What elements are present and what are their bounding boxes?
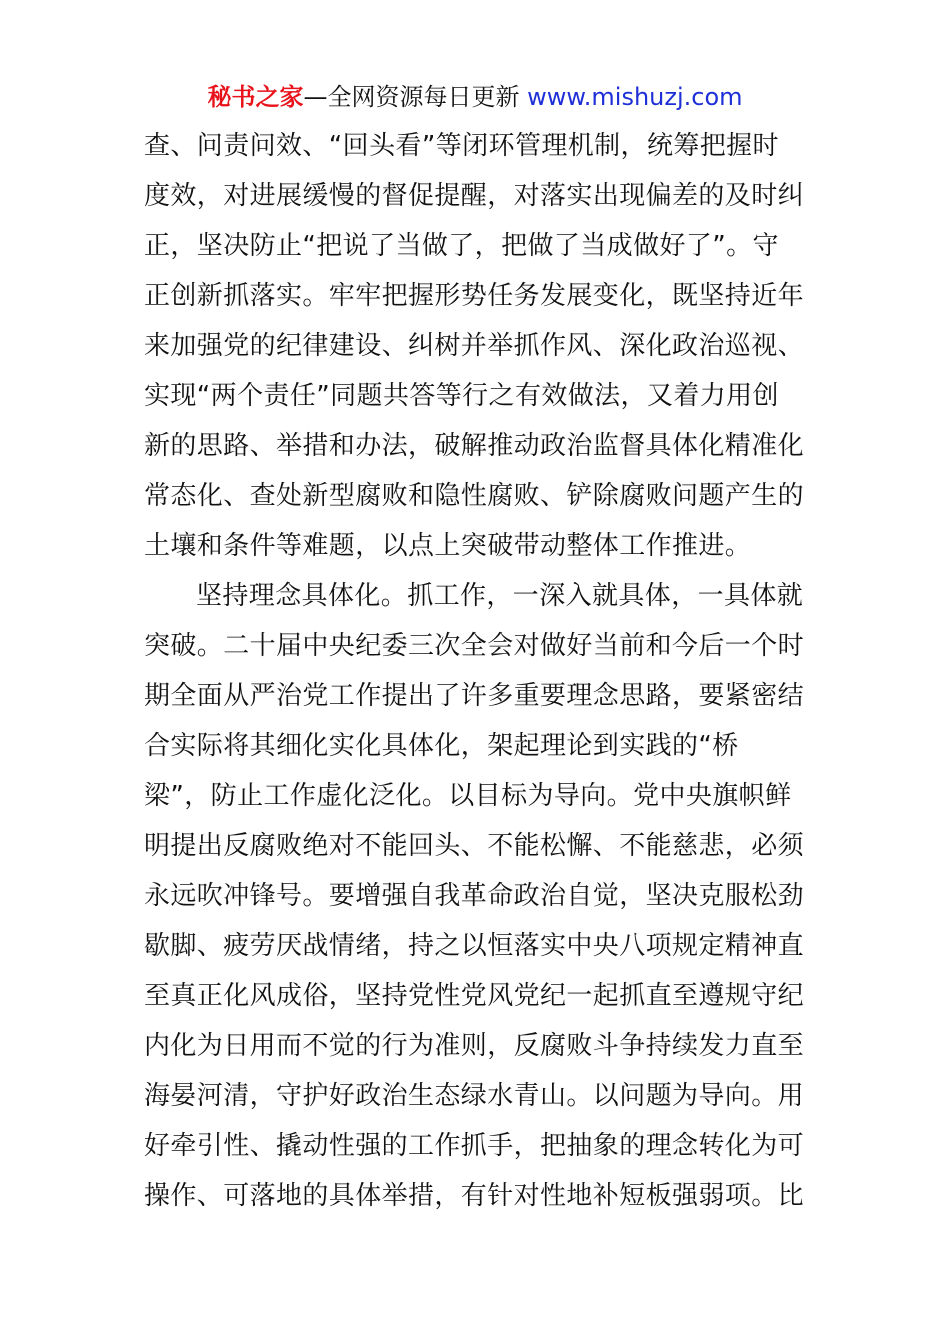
text-line: 歇脚、疲劳厌战情绪，持之以恒落实中央八项规定精神直 <box>144 931 805 961</box>
text-line: 度效，对进展缓慢的督促提醒，对落实出现偏差的及时纠 <box>144 181 805 211</box>
text-line: 正创新抓落实。牢牢把握形势任务发展变化，既坚持近年 <box>144 281 805 311</box>
site-url-link[interactable]: www.mishuzj.com <box>527 83 743 111</box>
text-line: 操作、可落地的具体举措，有针对性地补短板强弱项。比 <box>144 1181 805 1211</box>
text-line: 海晏河清，守护好政治生态绿水青山。以问题为导向。用 <box>144 1081 805 1111</box>
text-line: 实现“两个责任”同题共答等行之有效做法，又着力用创 <box>144 381 779 411</box>
text-line: 正，坚决防止“把说了当做了，把做了当成做好了”。守 <box>144 231 779 261</box>
header-tagline: —全网资源每日更新 <box>303 83 528 111</box>
text-line: 期全面从严治党工作提出了许多重要理念思路，要紧密结 <box>144 681 805 711</box>
text-line: 来加强党的纪律建设、纠树并举抓作风、深化政治巡视、 <box>144 331 805 361</box>
text-line: 好牵引性、撬动性强的工作抓手，把抽象的理念转化为可 <box>144 1131 805 1161</box>
text-line: 内化为日用而不觉的行为准则，反腐败斗争持续发力直至 <box>144 1031 805 1061</box>
text-line: 合实际将其细化实化具体化，架起理论到实践的“桥 <box>144 731 739 761</box>
text-line: 永远吹冲锋号。要增强自我革命政治自觉，坚决克服松劲 <box>144 881 805 911</box>
text-line: 明提出反腐败绝对不能回头、不能松懈、不能慈悲，必须 <box>144 831 805 861</box>
text-line: 至真正化风成俗，坚持党性党风党纪一起抓直至遵规守纪 <box>144 981 805 1011</box>
text-line: 梁”，防止工作虚化泛化。以目标为导向。党中央旗帜鲜 <box>144 781 792 811</box>
brand-name: 秘书之家 <box>207 83 304 111</box>
text-line: 常态化、查处新型腐败和隐性腐败、铲除腐败问题产生的 <box>144 481 805 511</box>
text-line: 新的思路、举措和办法，破解推动政治监督具体化精准化 <box>144 431 805 461</box>
text-line: 查、问责问效、“回头看”等闭环管理机制，统筹把握时 <box>144 131 779 161</box>
site-header <box>0 80 950 114</box>
text-line: 突破。二十届中央纪委三次全会对做好当前和今后一个时 <box>144 631 805 661</box>
text-line: 土壤和条件等难题，以点上突破带动整体工作推进。 <box>144 531 752 561</box>
body-text <box>144 121 814 1221</box>
paragraph-start-line: 坚持理念具体化。抓工作，一深入就具体，一具体就 <box>196 581 804 611</box>
